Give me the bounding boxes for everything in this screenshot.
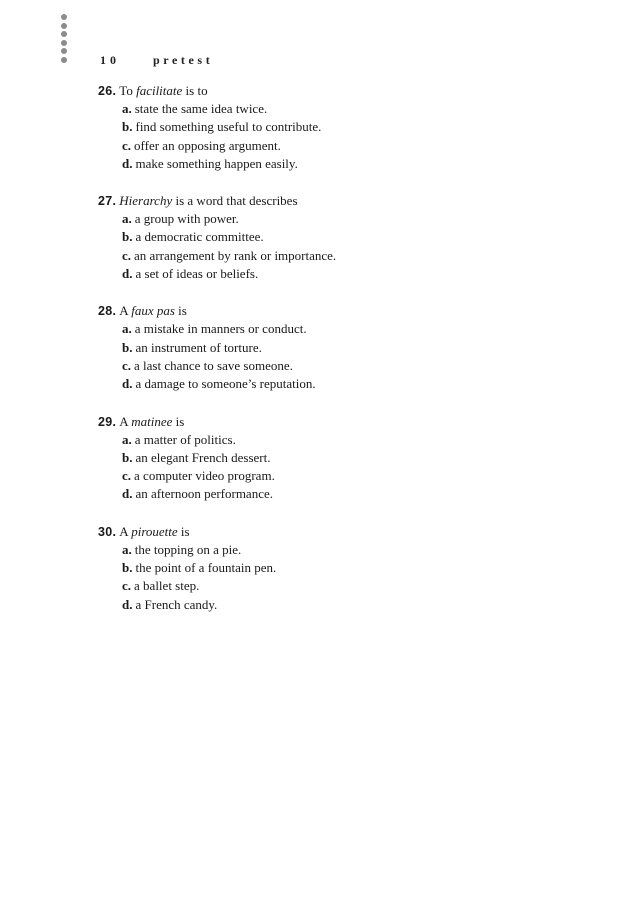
option-text: a group with power. [134,211,239,227]
option-text: a matter of politics. [134,431,236,447]
option-text: make something happen easily. [135,155,298,171]
answer-option [98,339,578,357]
question-stem [98,192,578,210]
option-letter: d. [122,486,133,502]
question-number: 27. [98,194,117,209]
option-text: a damage to someone’s reputation. [135,376,316,392]
question-number: 30. [98,524,117,539]
answer-option [98,467,578,485]
option-text: an afternoon performance. [135,486,273,502]
dot-icon [61,14,67,20]
page-number: 10 [100,53,120,67]
answer-option [98,577,578,595]
answer-option [98,449,578,467]
question-term: facilitate [136,83,183,98]
question-suffix: is to [185,83,208,98]
option-text: a computer video program. [134,468,275,484]
option-letter: d. [122,155,133,171]
option-letter: b. [122,229,133,245]
question-prefix: A [119,523,128,539]
answer-option [98,320,578,338]
question-stem [98,82,578,100]
option-letter: c. [122,247,132,263]
question-item [98,192,578,283]
running-header [100,53,213,68]
option-text: find something useful to contribute. [135,119,322,135]
option-text: the topping on a pie. [134,541,242,557]
question-item [98,523,578,614]
question-stem [98,413,578,431]
option-text: state the same idea twice. [134,101,268,116]
answer-option [98,559,578,577]
question-stem [98,302,578,320]
section-title: pretest [153,53,214,67]
question-term: pirouette [131,523,178,539]
option-letter: c. [122,357,132,373]
dot-icon [61,40,67,46]
answer-option [98,247,578,265]
option-letter: a. [122,101,132,116]
answer-option [98,596,578,614]
question-item [98,302,578,393]
option-letter: b. [122,119,133,135]
option-text: a democratic committee. [135,229,264,245]
question-number: 26. [98,84,117,98]
option-text: a ballet step. [134,578,200,594]
option-text: a mistake in manners or conduct. [134,321,307,337]
answer-option [98,137,578,155]
option-letter: a. [122,431,132,447]
option-letter: c. [122,137,132,153]
answer-option [98,155,578,173]
question-suffix: is a word that describes [175,193,298,209]
question-item [98,413,578,504]
answer-option [98,357,578,375]
decorative-dots [61,14,69,66]
question-term: Hierarchy [119,193,173,209]
option-letter: d. [122,376,133,392]
question-suffix: is [180,523,190,539]
option-text: a last chance to save someone. [134,357,293,373]
option-letter: c. [122,578,132,594]
question-list [98,82,578,633]
question-stem [98,523,578,541]
answer-option [98,485,578,503]
question-item [98,82,578,173]
answer-option [98,541,578,559]
option-letter: d. [122,266,133,282]
dot-icon [61,23,67,29]
option-letter: d. [122,596,133,612]
dot-icon [61,57,67,63]
option-letter: b. [122,339,133,355]
option-text: the point of a fountain pen. [135,560,277,576]
option-letter: b. [122,449,133,465]
dot-icon [61,48,67,54]
option-text: an instrument of torture. [135,339,262,355]
question-number: 29. [98,414,117,429]
option-text: an arrangement by rank or importance. [134,247,337,263]
option-letter: a. [122,321,132,337]
question-term: faux pas [131,303,175,319]
question-prefix: To [119,83,133,98]
option-text: a French candy. [135,596,218,612]
dot-icon [61,31,67,37]
option-letter: b. [122,560,133,576]
option-text: an elegant French dessert. [135,449,271,465]
answer-option [98,375,578,393]
question-prefix: A [119,303,128,319]
answer-option [98,265,578,283]
answer-option [98,118,578,136]
question-prefix: A [119,413,128,429]
option-text: offer an opposing argument. [134,137,281,153]
option-letter: a. [122,211,132,227]
option-text: a set of ideas or beliefs. [135,266,259,282]
question-suffix: is [178,303,187,319]
question-term: matinee [131,413,173,429]
answer-option [98,100,578,118]
question-suffix: is [175,413,185,429]
answer-option [98,210,578,228]
answer-option [98,431,578,449]
question-number: 28. [98,304,117,319]
answer-option [98,228,578,246]
option-letter: c. [122,468,132,484]
option-letter: a. [122,541,132,557]
